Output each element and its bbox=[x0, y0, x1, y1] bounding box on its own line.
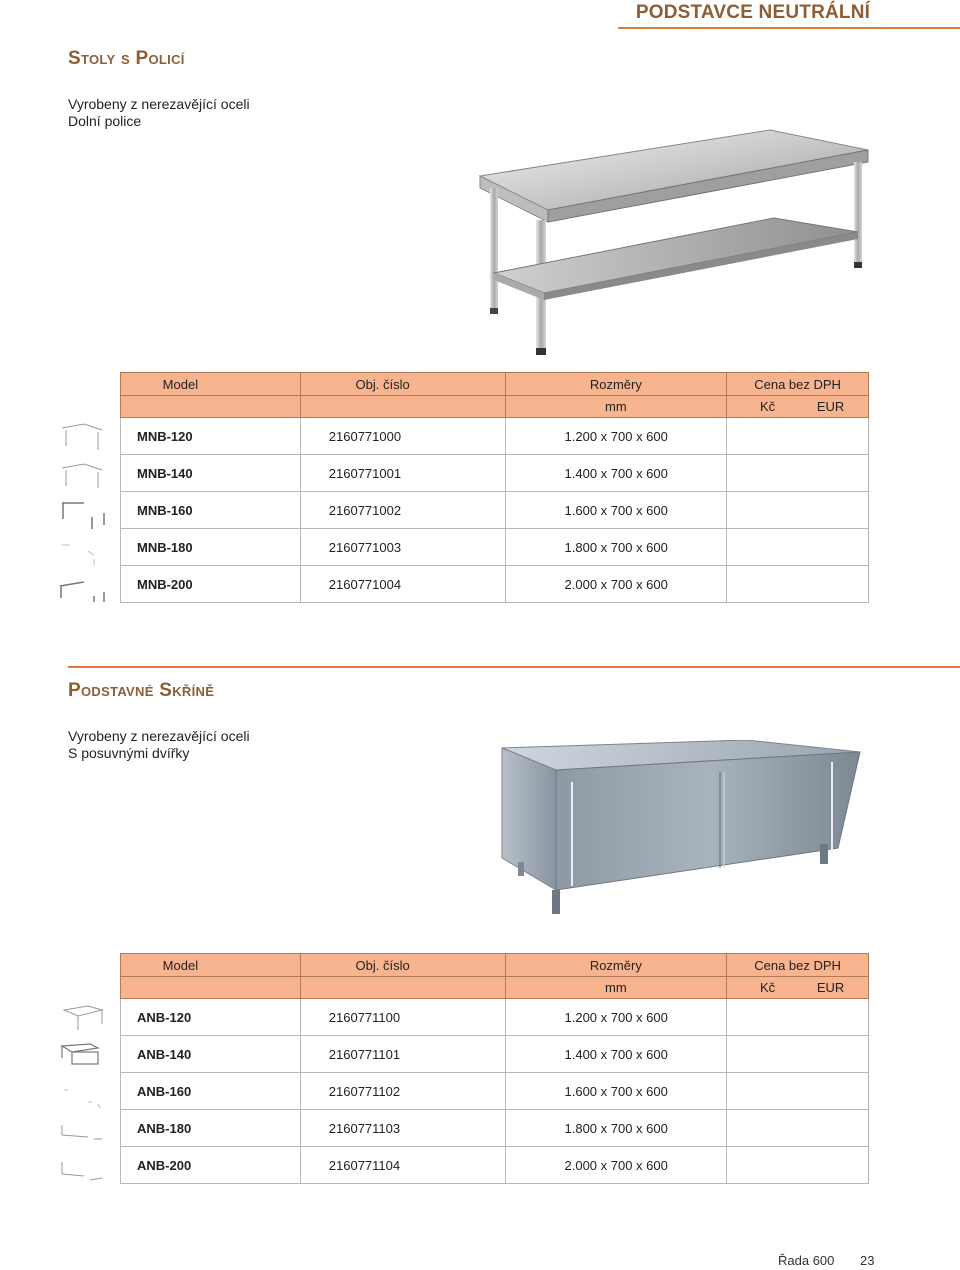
footer-series: Řada 600 bbox=[778, 1253, 835, 1268]
table-with-shelf-image bbox=[478, 128, 870, 358]
cell-price bbox=[727, 1036, 869, 1073]
cell-obj: 2160771001 bbox=[300, 455, 505, 492]
table-thumbnail-icon bbox=[58, 531, 108, 565]
cell-obj: 2160771003 bbox=[300, 529, 505, 566]
table-row bbox=[121, 1110, 869, 1147]
section-description bbox=[68, 728, 250, 762]
table-thumbnail-icon bbox=[58, 495, 108, 529]
description-line: Vyrobeny z nerezavějící oceli bbox=[68, 96, 250, 112]
col-subheader-mm: mm bbox=[505, 977, 727, 999]
cell-dim: 2.000 x 700 x 600 bbox=[505, 1147, 727, 1184]
cell-obj: 2160771002 bbox=[300, 492, 505, 529]
cell-price bbox=[727, 418, 869, 455]
section-description bbox=[68, 96, 250, 130]
table-row bbox=[121, 455, 869, 492]
cell-price bbox=[727, 999, 869, 1036]
table-row bbox=[121, 1147, 869, 1184]
col-subheader-currency bbox=[727, 396, 869, 418]
cell-model: ANB-180 bbox=[121, 1110, 301, 1147]
cell-model: MNB-140 bbox=[121, 455, 301, 492]
table-row bbox=[121, 999, 869, 1036]
col-subheader-currency bbox=[727, 977, 869, 999]
page-header-title: PODSTAVCE NEUTRÁLNÍ bbox=[635, 2, 871, 23]
col-subheader-empty bbox=[300, 396, 505, 418]
col-header-price: Cena bez DPH bbox=[727, 373, 869, 396]
cabinet-thumbnail-icon bbox=[58, 1038, 108, 1072]
description-line: S posuvnými dvířky bbox=[68, 745, 190, 761]
cell-dim: 1.600 x 700 x 600 bbox=[505, 492, 727, 529]
currency-eur: EUR bbox=[816, 980, 845, 995]
description-line: Vyrobeny z nerezavějící oceli bbox=[68, 728, 250, 744]
col-header-obj: Obj. číslo bbox=[300, 373, 505, 396]
currency-eur: EUR bbox=[816, 399, 845, 414]
cell-obj: 2160771102 bbox=[300, 1073, 505, 1110]
page-number: 23 bbox=[860, 1253, 875, 1268]
col-subheader-mm: mm bbox=[505, 396, 727, 418]
table-subheader-row bbox=[121, 396, 869, 418]
cell-price bbox=[727, 1110, 869, 1147]
table-row bbox=[121, 418, 869, 455]
cell-obj: 2160771101 bbox=[300, 1036, 505, 1073]
table-header-row bbox=[121, 373, 869, 396]
cell-model: ANB-200 bbox=[121, 1147, 301, 1184]
cell-model: MNB-200 bbox=[121, 566, 301, 603]
spec-table-cabinets bbox=[120, 953, 869, 1184]
section-divider bbox=[68, 666, 960, 668]
cell-dim: 1.800 x 700 x 600 bbox=[505, 1110, 727, 1147]
table-row bbox=[121, 566, 869, 603]
section-title-cabinets: Podstavné Skříně bbox=[68, 680, 215, 701]
cell-model: MNB-160 bbox=[121, 492, 301, 529]
col-header-dim: Rozměry bbox=[505, 954, 727, 977]
col-subheader-empty bbox=[121, 977, 301, 999]
cell-obj: 2160771104 bbox=[300, 1147, 505, 1184]
col-header-dim: Rozměry bbox=[505, 373, 727, 396]
description-line: Dolní police bbox=[68, 113, 142, 129]
table-subheader-row bbox=[121, 977, 869, 999]
cell-model: ANB-160 bbox=[121, 1073, 301, 1110]
col-subheader-empty bbox=[121, 396, 301, 418]
cell-model: ANB-120 bbox=[121, 999, 301, 1036]
cell-model: MNB-180 bbox=[121, 529, 301, 566]
cabinet-with-sliding-doors-image bbox=[498, 740, 862, 918]
header-rule bbox=[618, 27, 960, 29]
col-header-price: Cena bez DPH bbox=[727, 954, 869, 977]
currency-kc: Kč bbox=[759, 980, 776, 995]
cabinet-thumbnail-icon bbox=[58, 1150, 108, 1184]
table-header-row bbox=[121, 954, 869, 977]
table-thumbnail-icon bbox=[58, 568, 108, 602]
col-header-obj: Obj. číslo bbox=[300, 954, 505, 977]
table-thumbnail-icon bbox=[58, 458, 108, 492]
cell-price bbox=[727, 455, 869, 492]
col-subheader-empty bbox=[300, 977, 505, 999]
spec-table-tables bbox=[120, 372, 869, 603]
cabinet-thumbnail-icon bbox=[58, 1000, 108, 1034]
table-row bbox=[121, 492, 869, 529]
cell-dim: 2.000 x 700 x 600 bbox=[505, 566, 727, 603]
cell-obj: 2160771103 bbox=[300, 1110, 505, 1147]
cell-price bbox=[727, 529, 869, 566]
table-row bbox=[121, 1073, 869, 1110]
table-thumbnail-icon bbox=[58, 420, 108, 454]
cell-dim: 1.400 x 700 x 600 bbox=[505, 1036, 727, 1073]
col-header-model: Model bbox=[121, 373, 301, 396]
cabinet-thumbnail-icon bbox=[58, 1113, 108, 1147]
currency-kc: Kč bbox=[759, 399, 776, 414]
section-title-tables: Stoly s Policí bbox=[68, 48, 185, 69]
cell-dim: 1.600 x 700 x 600 bbox=[505, 1073, 727, 1110]
cell-dim: 1.400 x 700 x 600 bbox=[505, 455, 727, 492]
cell-obj: 2160771000 bbox=[300, 418, 505, 455]
cell-model: MNB-120 bbox=[121, 418, 301, 455]
table-row bbox=[121, 529, 869, 566]
cell-obj: 2160771004 bbox=[300, 566, 505, 603]
table-row bbox=[121, 1036, 869, 1073]
cell-price bbox=[727, 566, 869, 603]
cell-price bbox=[727, 492, 869, 529]
cell-dim: 1.200 x 700 x 600 bbox=[505, 999, 727, 1036]
col-header-model: Model bbox=[121, 954, 301, 977]
cell-dim: 1.800 x 700 x 600 bbox=[505, 529, 727, 566]
cell-price bbox=[727, 1073, 869, 1110]
cell-obj: 2160771100 bbox=[300, 999, 505, 1036]
cell-dim: 1.200 x 700 x 600 bbox=[505, 418, 727, 455]
cabinet-thumbnail-icon bbox=[58, 1076, 108, 1110]
cell-price bbox=[727, 1147, 869, 1184]
cell-model: ANB-140 bbox=[121, 1036, 301, 1073]
